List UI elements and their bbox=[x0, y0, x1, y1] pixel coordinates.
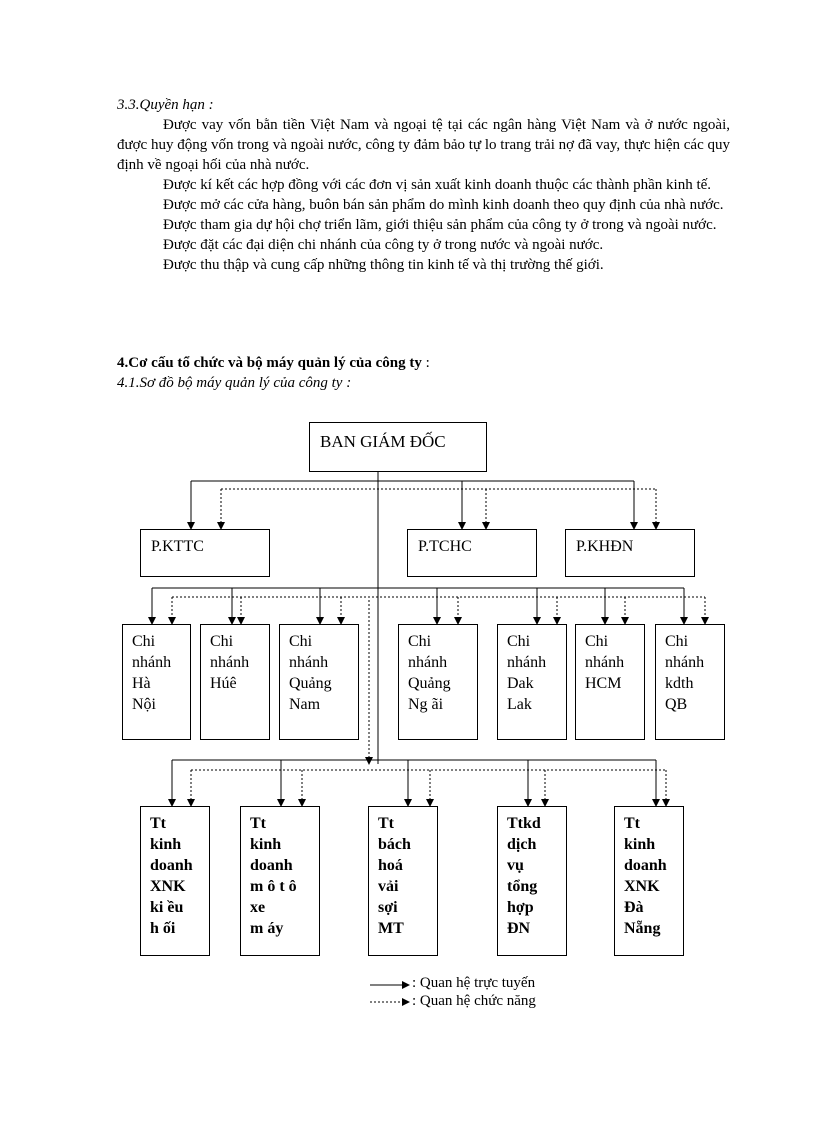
branch-label: Chi nhánh Hà Nội bbox=[132, 633, 172, 713]
paragraph: Được thu thập và cung cấp những thông tin kinh tế và thị trường thế giới. bbox=[163, 257, 604, 273]
section-title: 3.3.Quyền hạn : bbox=[117, 97, 214, 113]
dept-label: P.KHĐN bbox=[576, 538, 634, 555]
branch-box bbox=[655, 624, 725, 740]
dept-box bbox=[407, 529, 537, 577]
paragraph: Được kí kết các hợp đồng với các đơn vị sản xuất kinh doanh thuộc các thành phần kinh tế. bbox=[163, 177, 712, 193]
section-4-1-title: 4.1.Sơ đồ bộ máy quản lý của công ty : bbox=[117, 375, 352, 391]
branch-box bbox=[497, 624, 567, 740]
center-label: Ttkd dịch vụ tổng hợp ĐN bbox=[507, 815, 541, 937]
dept-label: P.TCHC bbox=[418, 538, 472, 555]
legend-solid-label: : Quan hệ trực tuyến bbox=[412, 975, 536, 991]
paragraph: Được tham gia dự hội chợ triển lãm, giới thiệu sản phẩm của công ty ở trong và ngoài nước. bbox=[163, 217, 717, 233]
center-label: Tt kinh doanh m ô t ô xe m áy bbox=[250, 815, 297, 937]
branch-box bbox=[279, 624, 359, 740]
center-label: Tt kinh doanh XNK ki ều h ối bbox=[150, 815, 193, 937]
top-box bbox=[309, 422, 487, 472]
branch-label: Chi nhánh Quảng Ng ãi bbox=[408, 633, 451, 713]
section-4-title-text: 4.Cơ cấu tổ chức và bộ máy quản lý của công ty bbox=[117, 355, 422, 371]
dept-box bbox=[140, 529, 270, 577]
branch-box bbox=[398, 624, 478, 740]
center-box bbox=[497, 806, 567, 956]
top-box-label: BAN GIÁM ĐỐC bbox=[320, 432, 446, 451]
paragraph: Được mở các cửa hàng, buôn bán sản phẩm do mình kinh doanh theo quy định của nhà nước. bbox=[163, 197, 724, 213]
branch-label: Chi nhánh kdth QB bbox=[665, 633, 705, 713]
center-box bbox=[614, 806, 684, 956]
branch-box bbox=[575, 624, 645, 740]
branch-box bbox=[122, 624, 191, 740]
center-label: Tt bách hoá vải sợi MT bbox=[378, 815, 411, 937]
paragraph: Được vay vốn bằn tiền Việt Nam và ngoại tệ tại các ngân hàng Việt Nam và ở nước ngoài, được huy động vốn trong và ngoài nước, công ty đảm bảo tự lo trang trải nợ đã vay, thực hiện các quy định về ngoại hối của nhà nước. bbox=[117, 117, 730, 173]
legend-dotted-label: : Quan hệ chức năng bbox=[412, 993, 536, 1009]
paragraph: Được đặt các đại diện chi nhánh của công ty ở trong nước và ngoài nước. bbox=[163, 237, 604, 253]
center-box bbox=[240, 806, 320, 956]
dept-box bbox=[565, 529, 695, 577]
center-label: Tt kinh doanh XNK Đà Nẵng bbox=[624, 815, 667, 937]
branch-label: Chi nhánh HCM bbox=[585, 633, 625, 692]
center-box bbox=[368, 806, 438, 956]
branch-label: Chi nhánh Húê bbox=[210, 633, 250, 692]
branch-label: Chi nhánh Dak Lak bbox=[507, 633, 547, 713]
center-box bbox=[140, 806, 210, 956]
section-4-title-suffix: : bbox=[421, 355, 430, 371]
branch-label: Chi nhánh Quảng Nam bbox=[289, 633, 332, 713]
branch-box bbox=[200, 624, 270, 740]
dept-label: P.KTTC bbox=[151, 538, 204, 555]
